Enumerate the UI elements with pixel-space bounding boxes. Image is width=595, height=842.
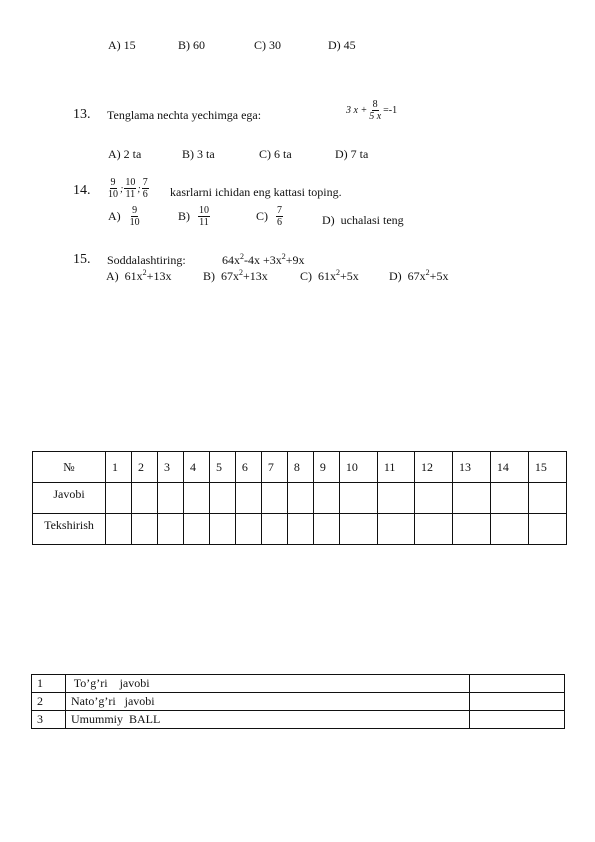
q14-oc-den: 6	[277, 217, 282, 228]
score-row	[32, 711, 565, 729]
q14-option-c-fraction	[276, 205, 283, 228]
q14-option-c-letter: C)	[256, 209, 268, 223]
answer-cell[interactable]	[157, 483, 183, 514]
answer-col-6: 6	[235, 452, 261, 483]
q14-option-d-text: uchalasi teng	[340, 213, 404, 227]
q14-oa-den: 10	[129, 217, 140, 228]
q15-expr-a: 64x	[222, 253, 240, 267]
q13-option-b: B) 3 ta	[182, 147, 215, 161]
score-row-num: 2	[32, 693, 66, 711]
q14-number: 14.	[73, 183, 91, 198]
answer-col-8: 8	[287, 452, 313, 483]
q12-option-d: D) 45	[328, 38, 356, 52]
q12-option-c: C) 30	[254, 38, 281, 52]
check-cell[interactable]	[261, 514, 287, 545]
q15-option-b	[203, 269, 268, 284]
q13-eq-fraction	[368, 99, 382, 122]
q14-option-b-letter: B)	[178, 209, 190, 223]
q14-oc-num: 7	[277, 205, 282, 216]
q14-sep-1: ;	[120, 184, 124, 196]
q14-f1-num: 9	[110, 177, 116, 188]
answer-cell[interactable]	[106, 483, 132, 514]
check-cell[interactable]	[131, 514, 157, 545]
score-row	[32, 675, 565, 693]
q15-oa-post: +13x	[146, 269, 172, 283]
answer-cell[interactable]	[261, 483, 287, 514]
answer-row-tekshirish	[33, 514, 567, 545]
answer-col-7: 7	[261, 452, 287, 483]
answer-cell[interactable]	[377, 483, 414, 514]
answer-col-3: 3	[157, 452, 183, 483]
q14-fraction-1	[107, 177, 119, 200]
q14-option-d	[322, 213, 404, 228]
q15-oc-exp: 2	[336, 268, 340, 277]
answer-table-header-label: №	[33, 452, 106, 483]
q13-eq-den: 5 x	[369, 111, 382, 122]
q13-eq-right: =-1	[383, 104, 398, 116]
answer-cell[interactable]	[414, 483, 452, 514]
answer-cell[interactable]	[490, 483, 528, 514]
answer-table-header-row	[33, 452, 567, 483]
check-cell[interactable]	[452, 514, 490, 545]
answer-cell[interactable]	[528, 483, 566, 514]
q15-oa-exp: 2	[142, 268, 147, 277]
answer-cell[interactable]	[452, 483, 490, 514]
q14-option-a-fraction	[129, 205, 141, 228]
q15-oa-pre: 61x	[124, 269, 143, 283]
check-cell[interactable]	[313, 514, 339, 545]
q14-f2-den: 11	[125, 189, 136, 200]
score-row-num: 3	[32, 711, 66, 729]
score-row-num: 1	[32, 675, 66, 693]
q15-expr-exp2: 2	[281, 252, 286, 261]
q13-eq-left: 3 x +	[346, 104, 368, 116]
q14-fractions	[106, 177, 150, 200]
check-cell[interactable]	[235, 514, 261, 545]
q15-expr-exp1: 2	[240, 252, 244, 261]
score-row-value[interactable]	[470, 711, 565, 729]
q15-ob-post: +13x	[243, 269, 268, 283]
q14-text: kasrlarni ichidan eng kattasi toping.	[170, 185, 342, 199]
q15-option-d	[389, 269, 448, 284]
q15-od-pre: 67x	[407, 269, 426, 283]
check-cell[interactable]	[183, 514, 209, 545]
check-cell[interactable]	[528, 514, 566, 545]
q15-oa-letter: A)	[106, 269, 119, 283]
answer-col-12: 12	[414, 452, 452, 483]
answer-col-4: 4	[183, 452, 209, 483]
answer-col-5: 5	[209, 452, 235, 483]
answer-cell[interactable]	[131, 483, 157, 514]
score-row-label: Umummiy BALL	[66, 711, 470, 729]
q12-option-b: B) 60	[178, 38, 205, 52]
q15-od-letter: D)	[389, 269, 402, 283]
q14-option-a-letter: A)	[108, 209, 121, 223]
check-cell[interactable]	[339, 514, 377, 545]
score-row-label: To’g’ri javobi	[66, 675, 470, 693]
q15-expr-b: -4x +3x	[244, 253, 282, 267]
q15-number: 15.	[73, 252, 91, 267]
q14-option-b-fraction	[198, 205, 210, 228]
score-table	[31, 674, 565, 729]
answer-row-javobi	[33, 483, 567, 514]
q14-f1-den: 10	[108, 189, 118, 200]
q14-f2-num: 10	[125, 177, 136, 188]
q15-od-exp: 2	[425, 268, 430, 277]
q15-option-a	[106, 269, 171, 284]
q14-option-a	[108, 205, 142, 228]
q13-option-a: A) 2 ta	[108, 147, 142, 161]
check-cell[interactable]	[106, 514, 132, 545]
q14-option-b	[178, 205, 211, 228]
q15-text: Soddalashtiring:	[107, 253, 186, 267]
q15-ob-letter: B)	[203, 269, 215, 283]
answer-col-15: 15	[528, 452, 566, 483]
answer-cell[interactable]	[235, 483, 261, 514]
q14-sep-2: ;	[137, 184, 141, 196]
q14-f3-den: 6	[142, 189, 148, 200]
q15-oc-post: +5x	[340, 269, 359, 283]
answer-col-1: 1	[106, 452, 132, 483]
check-cell[interactable]	[490, 514, 528, 545]
answer-col-13: 13	[452, 452, 490, 483]
q13-number: 13.	[73, 107, 91, 122]
q14-option-d-letter: D)	[322, 213, 335, 227]
q14-fraction-2	[124, 177, 136, 200]
q15-oc-letter: C)	[300, 269, 312, 283]
q15-expr-c: +9x	[285, 253, 305, 267]
q15-oc-pre: 61x	[318, 269, 336, 283]
q14-oa-num: 9	[132, 205, 138, 216]
score-row-value[interactable]	[470, 675, 565, 693]
q13-option-d: D) 7 ta	[335, 147, 369, 161]
answer-col-10: 10	[339, 452, 377, 483]
q15-option-c	[300, 269, 359, 284]
q15-od-post: +5x	[429, 269, 449, 283]
q13-equation	[346, 99, 397, 122]
check-cell[interactable]	[209, 514, 235, 545]
q14-ob-num: 10	[199, 205, 209, 216]
answer-col-11: 11	[377, 452, 414, 483]
score-row	[32, 693, 565, 711]
q14-f3-num: 7	[142, 177, 148, 188]
q12-option-a: A) 15	[108, 38, 136, 52]
q14-ob-den: 11	[199, 217, 209, 228]
answer-cell[interactable]	[183, 483, 209, 514]
check-cell[interactable]	[377, 514, 414, 545]
q14-fraction-3	[142, 177, 149, 200]
q15-ob-pre: 67x	[221, 269, 239, 283]
score-row-label: Nato’g’ri javobi	[66, 693, 470, 711]
q13-eq-num: 8	[372, 99, 378, 110]
check-cell[interactable]	[414, 514, 452, 545]
answer-col-2: 2	[131, 452, 157, 483]
check-cell[interactable]	[287, 514, 313, 545]
q13-option-c: C) 6 ta	[259, 147, 292, 161]
answer-col-9: 9	[313, 452, 339, 483]
answer-cell[interactable]	[339, 483, 377, 514]
q13-text: Tenglama nechta yechimga ega:	[107, 108, 262, 122]
score-row-value[interactable]	[470, 693, 565, 711]
answer-table	[32, 451, 567, 545]
answer-cell[interactable]	[313, 483, 339, 514]
answer-cell[interactable]	[287, 483, 313, 514]
q15-ob-exp: 2	[239, 268, 243, 277]
answer-col-14: 14	[490, 452, 528, 483]
q15-expression	[222, 253, 305, 268]
answer-cell[interactable]	[209, 483, 235, 514]
check-row-label: Tekshirish	[33, 514, 106, 545]
check-cell[interactable]	[157, 514, 183, 545]
q14-option-c	[256, 205, 284, 228]
answer-row-label: Javobi	[33, 483, 106, 514]
